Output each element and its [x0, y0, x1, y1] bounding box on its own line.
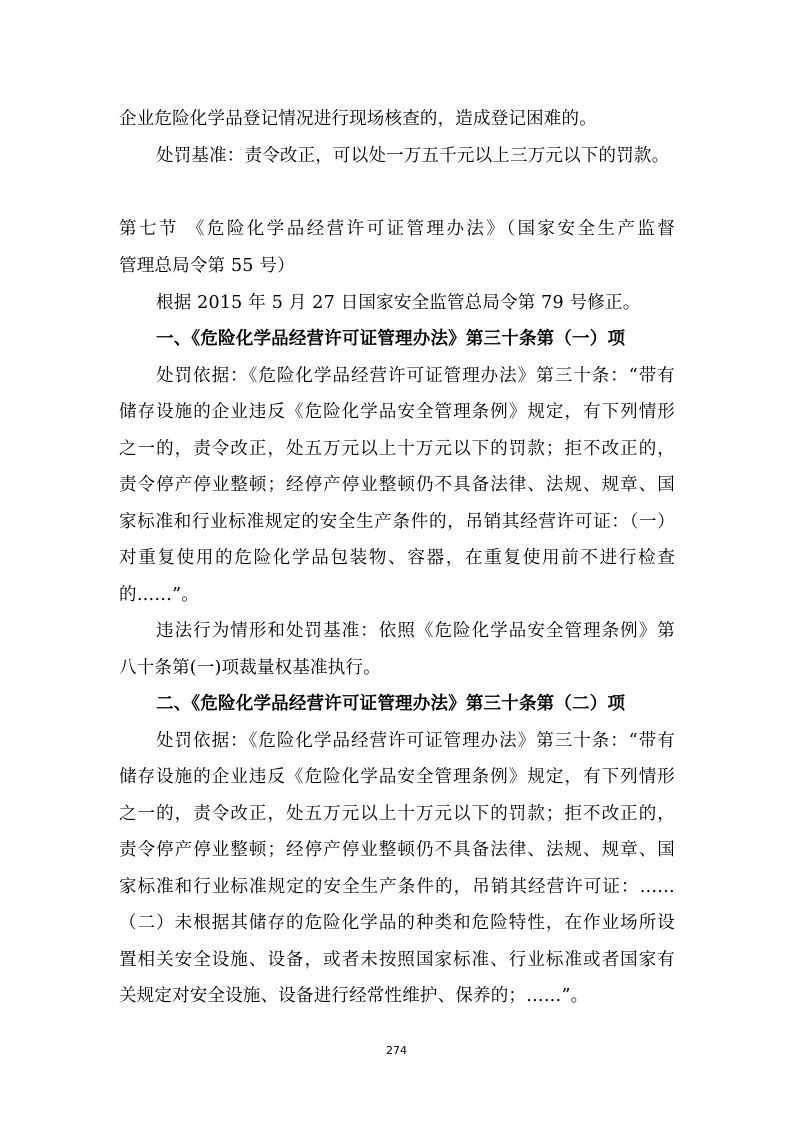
subsection-heading-1: 一、《危险化学品经营许可证管理办法》第三十条第（一）项 [156, 329, 626, 349]
body-text-line: 的……”。 [119, 585, 199, 605]
body-text-line: 违法行为情形和处罚基准：依照《危险化学品安全管理条例》第 [156, 621, 675, 641]
body-text-line: 储存设施的企业违反《危险化学品安全管理条例》规定，有下列情形 [119, 402, 675, 422]
body-text-line: 置相关安全设施、设备，或者未按照国家标准、行业标准或者国家有 [119, 950, 675, 970]
body-text-line: 之一的，责令改正，处五万元以上十万元以下的罚款；拒不改正的， [119, 439, 675, 459]
body-text-line: 处罚依据：《危险化学品经营许可证管理办法》第三十条：“带有 [156, 366, 675, 386]
body-text-line: 责令停产停业整顿；经停产停业整顿仍不具备法律、法规、规章、国 [119, 475, 675, 495]
body-text-line: 八十条第(一)项裁量权基准执行。 [119, 658, 381, 678]
body-text-line: 处罚依据：《危险化学品经营许可证管理办法》第三十条：“带有 [156, 731, 675, 751]
section-heading-line: 第七节 《危险化学品经营许可证管理办法》（国家安全生产监督 [119, 219, 675, 239]
body-text-line: 之一的，责令改正，处五万元以上十万元以下的罚款；拒不改正的， [119, 804, 675, 824]
body-text-line: 企业危险化学品登记情况进行现场核查的，造成登记困难的。 [119, 109, 597, 129]
body-text-line: 关规定对安全设施、设备进行经常性维护、保养的；……”。 [119, 986, 589, 1006]
penalty-standard-line: 处罚基准：责令改正，可以处一万五千元以上三万元以下的罚款。 [156, 146, 670, 166]
section-heading-line: 管理总局令第 55 号） [119, 256, 295, 276]
subsection-heading-2: 二、《危险化学品经营许可证管理办法》第三十条第（二）项 [156, 694, 626, 714]
body-text-line: 储存设施的企业违反《危险化学品安全管理条例》规定，有下列情形 [119, 767, 675, 787]
body-text-line: 对重复使用的危险化学品包装物、容器，在重复使用前不进行检查 [119, 548, 675, 568]
page-number: 274 [386, 1044, 407, 1057]
amendment-note: 根据 2015 年 5 月 27 日国家安全监管总局令第 79 号修正。 [156, 293, 641, 313]
body-text-line: 家标准和行业标准规定的安全生产条件的，吊销其经营许可证：（一） [119, 512, 675, 532]
body-text-line: （二）未根据其储存的危险化学品的种类和危险特性，在作业场所设 [119, 913, 675, 933]
body-text-line: 家标准和行业标准规定的安全生产条件的，吊销其经营许可证：…… [119, 877, 675, 897]
body-text-line: 责令停产停业整顿；经停产停业整顿仍不具备法律、法规、规章、国 [119, 840, 675, 860]
